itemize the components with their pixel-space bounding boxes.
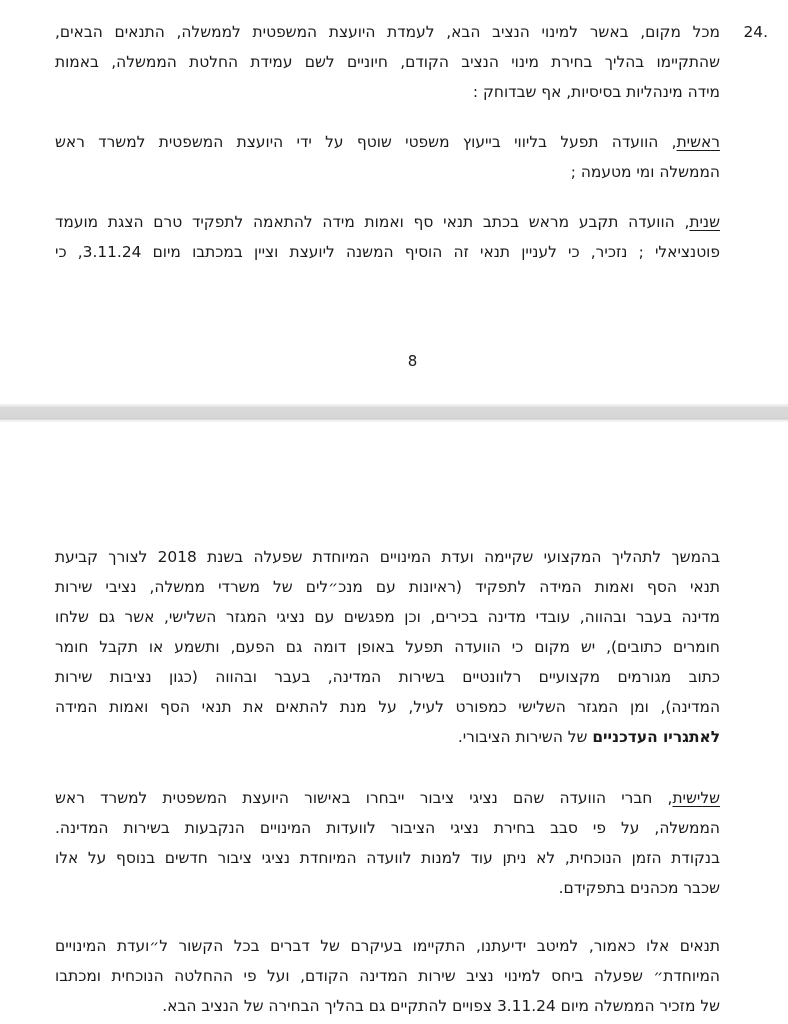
paragraph-24-line-1: מכל מקום, באשר למינוי הנציב הבא, לעמדת היועצת המשפטית לממשלה, התנאים הבאים, xyxy=(55,23,720,41)
page-number: 8 xyxy=(407,352,418,370)
summary-line-3: של מזכיר הממשלה מיום 3.11.24 צפויים להתקיים גם בהליך הבחירה של הנציב הבא. xyxy=(162,997,720,1015)
paragraph-24-line-2: שהתקיימו בהליך בחירת מינוי הנציב הקודם, חיוניים לשם עמידת החלטת הממשלה, באמות xyxy=(55,53,720,71)
third-condition-lead: שלישית xyxy=(672,789,720,807)
first-condition-lead: ראשית xyxy=(676,133,720,151)
summary-line-2: המיוחדת״ שפעלה ביחס למינוי נציב שירות המדינה הקודם, ועל פי ההחלטה הנוכחית ומכתבו xyxy=(55,967,720,985)
document-page-8 xyxy=(0,0,788,404)
third-condition-line-1: שלישית, חברי הוועדה שהם נציגי ציבור ייבחרו באישור היועצת המשפטית למשרד ראש xyxy=(55,789,720,807)
second-condition-line-1: שנית, הוועדה תקבע מראש בכתב תנאי סף ואמות מידה להתאמה לתפקיד טרם הצגת מועמד xyxy=(55,213,720,231)
first-condition-line-2: הממשלה ומי מטעמה ; xyxy=(570,163,720,181)
continuation-line-6: המדינה), ומן המגזר השלישי כמפורט לעיל, על מנת להתאים את תנאי הסף ואמות המידה xyxy=(55,698,720,716)
third-condition-line-2: הממשלה, על פי סבב בחירת נציגי הציבור לוועדות המינויים הנקבעות בשירות המדינה. xyxy=(55,819,720,837)
continuation-line-3: מדינה בעבר ובהווה, עובדי מדינה בכירים, וכן מפגשים עם נציגי המגזר השלישי, אשר גם שלחו xyxy=(55,608,720,626)
bold-emphasis: לאתגריו העדכניים xyxy=(592,728,720,746)
summary-line-1: תנאים אלו כאמור, למיטב ידיעתנו, התקיימו בעיקרם של דברים בכל הקשור ל״ועדת המינויים xyxy=(55,937,720,955)
third-condition-line-4: שכבר מכהנים בתפקידם. xyxy=(558,879,720,897)
second-condition-line-2: פוטנציאלי ; נזכיר, כי לעניין תנאי זה הוסיף המשנה ליועצת וציין במכתבו מיום 3.11.24, כי xyxy=(55,243,720,261)
first-condition-line-1: ראשית, הוועדה תפעל בליווי בייעוץ משפטי שוטף על ידי היועצת המשפטית למשרד ראש xyxy=(55,133,720,151)
document-page-9 xyxy=(0,422,788,1024)
third-condition-line-3: בנקודת הזמן הנוכחית, לא ניתן עוד למנות לוועדה המיוחדת נציגי ציבור חדשים בנוסף על אלו xyxy=(55,849,720,867)
second-condition-lead: שנית xyxy=(689,213,720,231)
continuation-line-2: תנאי הסף ואמות המידה לתפקיד (ראיונות עם מנכ״לים של משרדי ממשלה, נציבי שירות xyxy=(55,578,720,596)
continuation-line-5: כתוב מגורמים מקצועיים רלוונטיים בשירות המדינה, בעבר ובהווה (כגון נציבות שירות xyxy=(55,668,720,686)
continuation-line-1: בהמשך לתהליך המקצועי שקיימה ועדת המינויים המיוחדת שפעלה בשנת 2018 לצורך קביעת xyxy=(55,548,720,566)
paragraph-24-line-3: מידה מינהליות בסיסיות, אף שבדוחק : xyxy=(472,83,720,101)
paragraph-number: 24. xyxy=(743,23,768,41)
page-separator xyxy=(0,404,788,422)
continuation-line-4: חומרים כתובים), יש מקום כי הוועדה תפעל באופן דומה גם הפעם, ותשמע או תקבל חומר xyxy=(55,638,720,656)
continuation-line-7: לאתגריו העדכניים של השירות הציבורי. xyxy=(457,728,720,746)
